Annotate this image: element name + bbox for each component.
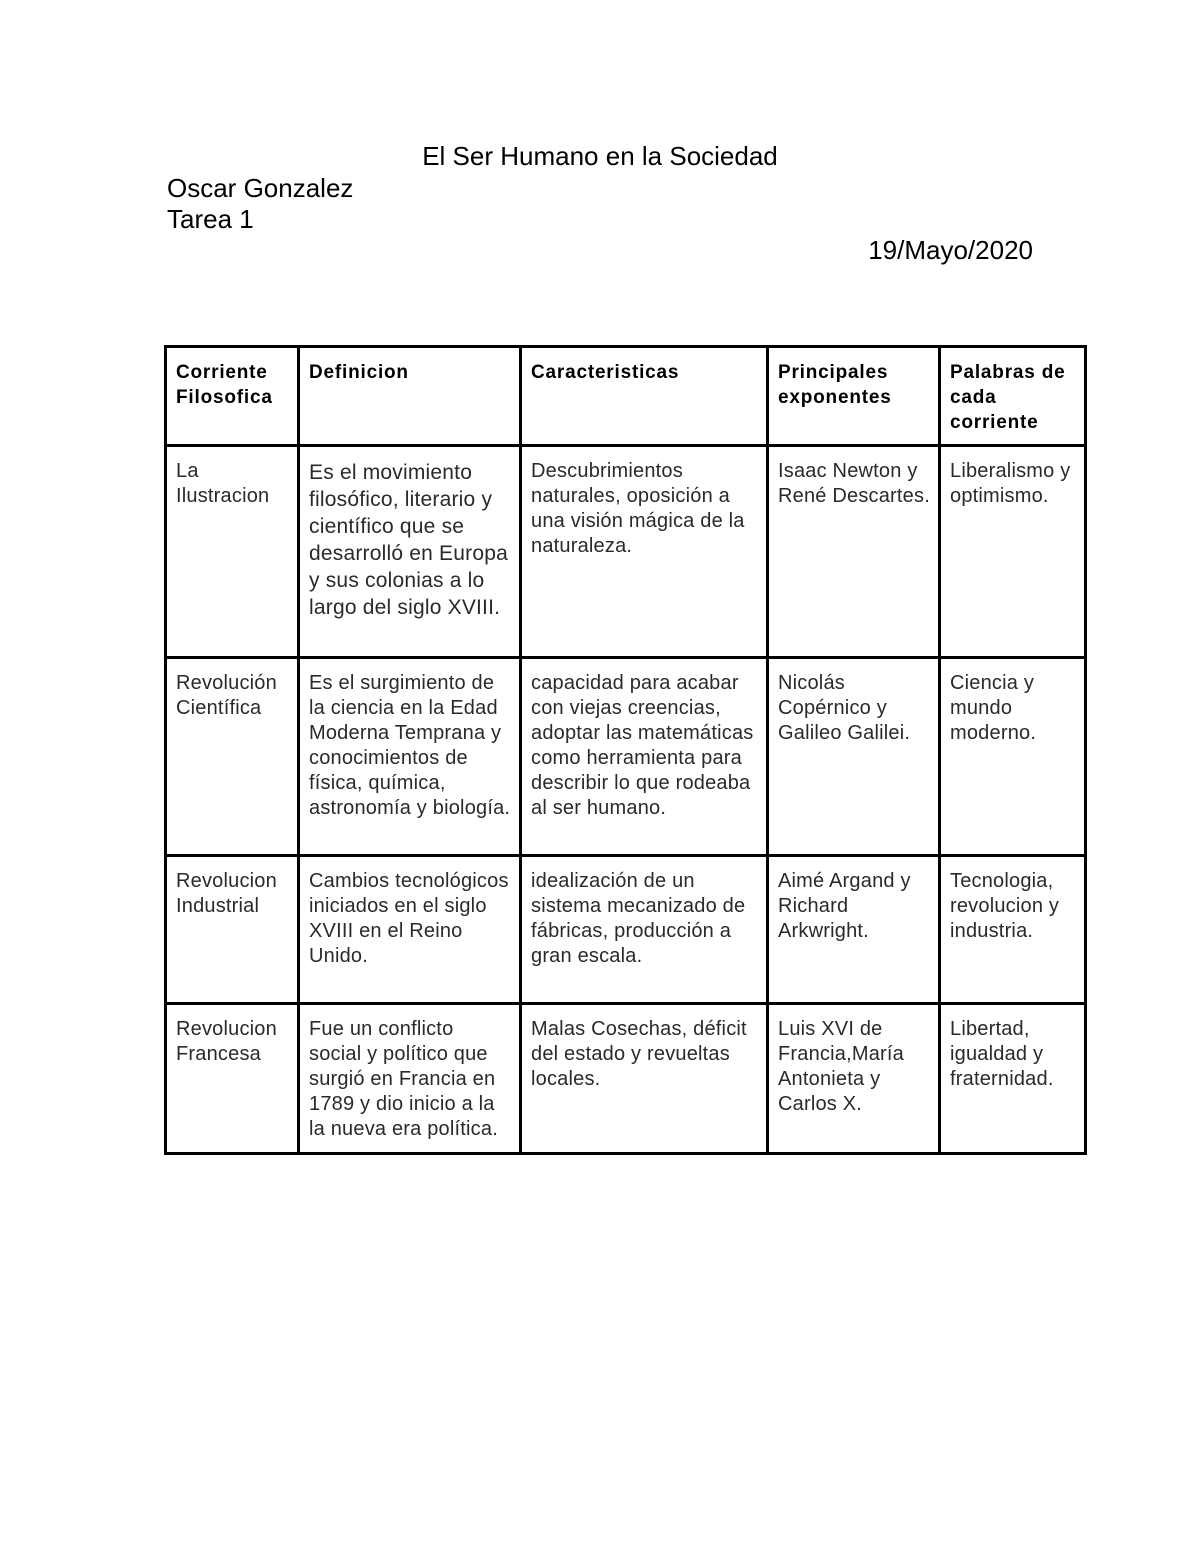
cell-palabras: Tecnologia, revolucion y industria. xyxy=(940,856,1086,1004)
header-corriente: Corriente Filosofica xyxy=(166,347,299,446)
header-exponentes: Principales exponentes xyxy=(768,347,940,446)
cell-palabras: Ciencia y mundo moderno. xyxy=(940,658,1086,856)
table-row xyxy=(166,856,1086,1004)
cell-caracteristicas: idealización de un sistema mecanizado de fábricas, producción a gran escala. xyxy=(521,856,768,1004)
cell-corriente: Revolucion Industrial xyxy=(166,856,299,1004)
cell-caracteristicas: Malas Cosechas, déficit del estado y revueltas locales. xyxy=(521,1004,768,1154)
cell-definicion: Cambios tecnológicos iniciados en el siglo XVIII en el Reino Unido. xyxy=(299,856,521,1004)
cell-definicion: Es el movimiento filosófico, literario y científico que se desarrolló en Europa y sus colonias a lo largo del siglo XVIII. xyxy=(299,446,521,658)
cell-corriente: Revolución Científica xyxy=(166,658,299,856)
cell-exponentes: Aimé Argand y Richard Arkwright. xyxy=(768,856,940,1004)
philosophy-table xyxy=(164,345,1087,1155)
cell-exponentes: Nicolás Copérnico y Galileo Galilei. xyxy=(768,658,940,856)
author-name: Oscar Gonzalez xyxy=(167,173,354,203)
cell-palabras: Liberalismo y optimismo. xyxy=(940,446,1086,658)
cell-caracteristicas: Descubrimientos naturales, oposición a una visión mágica de la naturaleza. xyxy=(521,446,768,658)
cell-definicion: Fue un conflicto social y político que surgió en Francia en 1789 y dio inicio a la la nueva era política. xyxy=(299,1004,521,1154)
header-palabras: Palabras de cada corriente xyxy=(940,347,1086,446)
table-row xyxy=(166,658,1086,856)
cell-corriente: Revolucion Francesa xyxy=(166,1004,299,1154)
cell-definicion: Es el surgimiento de la ciencia en la Edad Moderna Temprana y conocimientos de física, química, astronomía y biología. xyxy=(299,658,521,856)
cell-corriente: La Ilustracion xyxy=(166,446,299,658)
document-date: 19/Mayo/2020 xyxy=(868,235,1033,265)
cell-caracteristicas: capacidad para acabar con viejas creencias, adoptar las matemáticas como herramienta para describir lo que rodeaba al ser humano. xyxy=(521,658,768,856)
cell-palabras: Libertad, igualdad y fraternidad. xyxy=(940,1004,1086,1154)
header-definicion: Definicion xyxy=(299,347,521,446)
document-title: El Ser Humano en la Sociedad xyxy=(422,141,778,171)
cell-exponentes: Luis XVI de Francia,María Antonieta y Carlos X. xyxy=(768,1004,940,1154)
table-header-row xyxy=(166,347,1086,446)
cell-exponentes: Isaac Newton y René Descartes. xyxy=(768,446,940,658)
table-row xyxy=(166,1004,1086,1154)
header-caracteristicas: Caracteristicas xyxy=(521,347,768,446)
table-row xyxy=(166,446,1086,658)
assignment-label: Tarea 1 xyxy=(167,204,254,234)
